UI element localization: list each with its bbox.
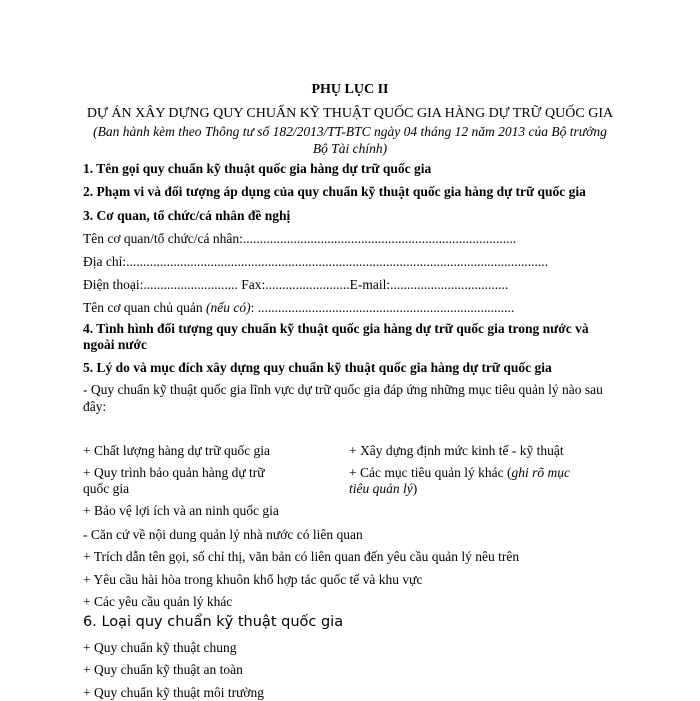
document-title: DỰ ÁN XÂY DỰNG QUY CHUẨN KỸ THUẬT QUỐC GIA HÀNG DỰ TRỮ QUỐC GIA bbox=[86, 106, 614, 121]
section-2-heading: 2. Phạm vi và đối tượng áp dụng của quy chuẩn kỹ thuật quốc gia hàng dự trữ quốc gia bbox=[83, 184, 586, 199]
section-1-heading: 1. Tên gọi quy chuẩn kỹ thuật quốc gia hàng dự trữ quốc gia bbox=[83, 161, 432, 176]
section-4-heading-line2: ngoài nước bbox=[83, 337, 147, 352]
type-general: + Quy chuẩn kỹ thuật chung bbox=[83, 640, 237, 655]
objective-quality: + Chất lượng hàng dự trữ quốc gia bbox=[83, 443, 271, 458]
objective-other-close: ) bbox=[412, 481, 418, 496]
objective-other-label: + Các mục tiêu quản lý khác ( bbox=[349, 465, 512, 480]
managing-agency-field bbox=[83, 299, 514, 316]
objective-other-note: ghi rõ mục bbox=[511, 465, 570, 480]
section-3-heading: 3. Cơ quan, tổ chức/cá nhân đề nghị bbox=[83, 208, 291, 223]
type-safety: + Quy chuẩn kỹ thuật an toàn bbox=[83, 662, 243, 677]
section-6-heading: 6. Loại quy chuẩn kỹ thuật quốc gia bbox=[83, 614, 344, 630]
objective-other-line2 bbox=[349, 480, 417, 497]
basis-item-harmonization: + Yêu cầu hài hòa trong khuôn khổ hợp tác quốc tế và khu vực bbox=[83, 572, 423, 587]
basis-item-other: + Các yêu cầu quản lý khác bbox=[83, 594, 233, 609]
objective-preservation-line1: + Quy trình bảo quản hàng dự trữ bbox=[83, 465, 265, 480]
type-environment: + Quy chuẩn kỹ thuật môi trường bbox=[83, 685, 265, 700]
objective-other-note-cont: tiêu quản lý bbox=[349, 481, 413, 496]
objective-security: + Bảo vệ lợi ích và an ninh quốc gia bbox=[83, 503, 279, 518]
contact-fields: Điện thoại:............................ Fax:.........................E-mail:................................... bbox=[83, 277, 509, 292]
managing-agency-optional: (nếu có) bbox=[205, 300, 251, 315]
objective-preservation-line2: quốc gia bbox=[83, 481, 130, 496]
document-subtitle-line2: Bộ Tài chính) bbox=[312, 141, 388, 156]
section-4-heading-line1: 4. Tình hình đối tượng quy chuẩn kỹ thuật quốc gia hàng dự trữ quốc gia trong nước và bbox=[83, 321, 589, 336]
objective-other-line1 bbox=[349, 464, 570, 481]
section-5-intro-line1: - Quy chuẩn kỹ thuật quốc gia lĩnh vực dự trữ quốc gia đáp ứng những mục tiêu quản lý nào sau bbox=[83, 382, 603, 397]
basis-heading: - Căn cứ về nội dung quản lý nhà nước có liên quan bbox=[83, 527, 363, 542]
appendix-heading: PHỤ LỤC II bbox=[311, 82, 389, 97]
managing-agency-label: Tên cơ quan chủ quản bbox=[83, 300, 206, 315]
document-subtitle-line1: (Ban hành kèm theo Thông tư số 182/2013/TT-BTC ngày 04 tháng 12 năm 2013 của Bộ trưởng bbox=[93, 124, 607, 139]
address-field: Địa chỉ:............................................................................................................................. bbox=[83, 254, 548, 269]
org-name-field: Tên cơ quan/tổ chức/cá nhân:................................................................................. bbox=[83, 231, 517, 246]
objective-norms: + Xây dựng định mức kinh tế - kỹ thuật bbox=[349, 443, 564, 458]
section-5-heading: 5. Lý do và mục đích xây dựng quy chuẩn kỹ thuật quốc gia hàng dự trữ quốc gia bbox=[83, 360, 552, 375]
section-5-intro-line2: đây: bbox=[83, 399, 107, 414]
managing-agency-dots: : ............................................................................ bbox=[250, 300, 515, 315]
basis-item-citation: + Trích dẫn tên gọi, số chỉ thị, văn bản có liên quan đến yêu cầu quản lý nêu trên bbox=[83, 549, 520, 564]
